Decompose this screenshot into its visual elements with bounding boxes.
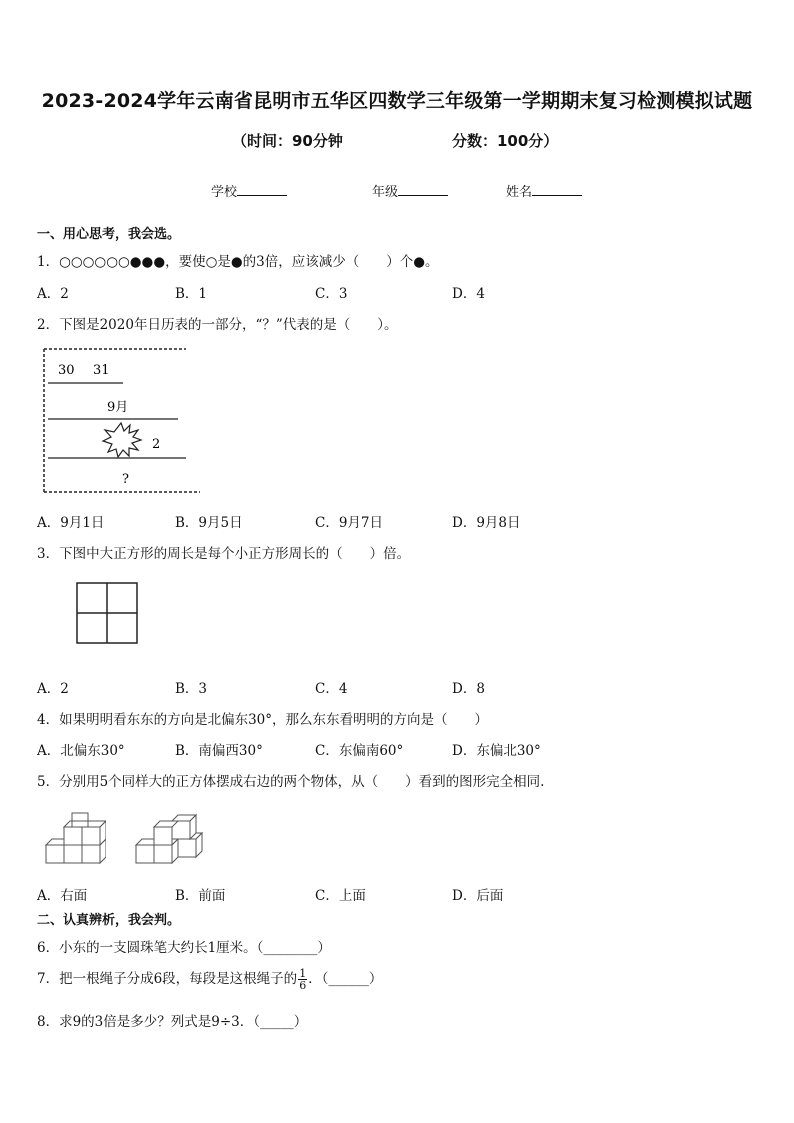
q3-option-b: B．3 — [175, 681, 208, 697]
name-blank — [532, 183, 582, 196]
grade-label: 年级 — [372, 185, 399, 200]
fraction-numerator: 1 — [299, 967, 307, 980]
grade-field — [372, 181, 448, 200]
section-2-heading: 二、认真辨析，我会判。 — [37, 913, 181, 928]
question-1: 1．○○○○○○●●●，要使○是●的3倍，应该减少（ ）个●。 — [37, 254, 439, 270]
calendar-figure — [38, 344, 203, 496]
q2-option-b: B．9月5日 — [175, 515, 243, 531]
question-5: 5．分别用5个同样大的正方体摆成右边的两个物体，从（ ）看到的图形完全相同. — [37, 774, 545, 790]
q2-option-c: C．9月7日 — [315, 515, 384, 531]
exam-title: 2023-2024学年云南省昆明市五华区四数学三年级第一学期期末复习检测模拟试题 — [41, 90, 753, 112]
calendar-day-31: 31 — [93, 363, 110, 378]
square-grid-figure — [76, 582, 140, 646]
starburst-icon — [103, 423, 141, 457]
q3-option-d: D．8 — [452, 681, 485, 697]
q1-option-a: A．2 — [37, 286, 69, 302]
cube-stack-right — [134, 811, 206, 867]
name-label: 姓名 — [506, 185, 533, 200]
cube-stack-left — [44, 811, 106, 867]
q2-option-a: A．9月1日 — [37, 515, 105, 531]
calendar-month-label: 9月 — [107, 400, 129, 415]
school-field — [211, 181, 287, 200]
calendar-unknown-day: ? — [122, 472, 129, 487]
question-6: 6．小东的一支圆珠笔大约长1厘米。（________） — [37, 940, 331, 956]
q3-option-a: A．2 — [37, 681, 69, 697]
q5-option-b: B．前面 — [175, 888, 226, 904]
fraction-denominator: 6 — [299, 979, 307, 992]
grade-blank — [398, 183, 448, 196]
name-field — [506, 181, 582, 200]
q5-option-a: A．右面 — [37, 888, 88, 904]
question-7 — [37, 967, 382, 991]
q1-option-c: C．3 — [315, 286, 348, 302]
question-7-blank: ．（______） — [308, 971, 383, 987]
q2-option-d: D．9月8日 — [452, 515, 521, 531]
question-4: 4．如果明明看东东的方向是北偏东30°，那么东东看明明的方向是（ ） — [37, 712, 489, 728]
exam-time: （时间：90分钟 — [232, 132, 343, 150]
q4-option-b: B．南偏西30° — [175, 743, 263, 759]
section-1-heading: 一、用心思考，我会选。 — [37, 227, 181, 242]
question-8: 8．求9的3倍是多少？列式是9÷3．（_____） — [37, 1014, 308, 1030]
q4-option-c: C．东偏南60° — [315, 743, 404, 759]
q3-option-c: C．4 — [315, 681, 348, 697]
exam-score: 分数：100分） — [452, 132, 559, 150]
q4-option-a: A．北偏东30° — [37, 743, 125, 759]
fraction-one-sixth — [298, 968, 307, 991]
question-7-text: 7．把一根绳子分成6段，每段是这根绳子的 — [37, 971, 298, 987]
q4-option-d: D．东偏北30° — [452, 743, 541, 759]
q1-option-d: D．4 — [452, 286, 485, 302]
q5-option-d: D．后面 — [452, 888, 504, 904]
q1-option-b: B．1 — [175, 286, 208, 302]
question-2: 2．下图是2020年日历表的一部分，“？”代表的是（ ）。 — [37, 317, 398, 333]
question-3: 3．下图中大正方形的周长是每个小正方形周长的（ ）倍。 — [37, 546, 411, 562]
school-label: 学校 — [211, 185, 238, 200]
calendar-day-2: 2 — [152, 437, 161, 452]
q5-option-c: C．上面 — [315, 888, 366, 904]
calendar-day-30: 30 — [58, 363, 75, 378]
school-blank — [237, 183, 287, 196]
